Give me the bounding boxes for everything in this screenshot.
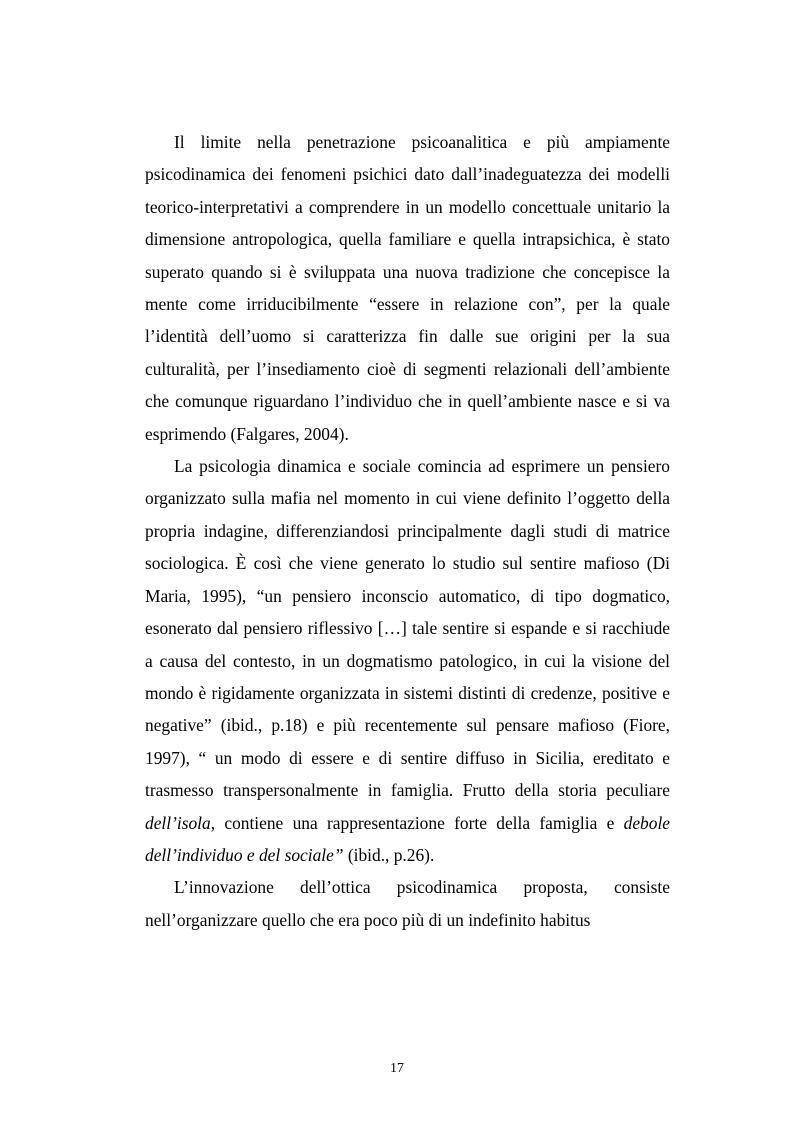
paragraph-2-text-a: La psicologia dinamica e sociale comincia ad esprimere un pensiero organizzato sulla mafia nel momento in cui viene definito l’oggetto della propria indagine, differenziandosi principalmente dagli studi di matrice sociologica. È così che viene generato lo studio sul sentire mafioso (Di Maria, 1995), “un pensiero inconscio automatico, di tipo dogmatico, esonerato dal pensiero riflessivo […] tale sentire si espande e si racchiude a causa del contesto, in un dogmatismo patologico, in cui la visione del mondo è rigidamente organizzata in sistemi distinti di credenze, positive e negative” (ibid., p.18) e più recentemente sul pensare mafioso (Fiore, 1997), “ un modo di essere e di sentire diffuso in Sicilia, ereditato e trasmesso transpersonalmente in famiglia. Frutto della storia peculiare	[145, 456, 670, 801]
paragraph-2-text-c: (ibid., p.26).	[343, 844, 435, 865]
paragraph-1-text: Il limite nella penetrazione psicoanalitica e più ampiamente psicodinamica dei fenomeni psichici dato dall’inadeguatezza dei modelli teorico-interpretativi a comprendere in un modello concettuale unitario la dimensione antropologica, quella familiare e quella intrapsichica, è stato superato quando si è sviluppata una nuova tradizione che concepisce la mente come irriducibilmente “essere in relazione con”, per la quale l’identità dell’uomo si caratterizza fin dalle sue origini per la sua culturalità, per l’insediamento cioè di segmenti relazionali dell’ambiente che comunque riguardano l’individuo che in quell’ambiente nasce e si va esprimendo (Falgares, 2004).	[145, 132, 670, 444]
paragraph-2-italic-b: debole dell’individuo e del sociale”	[145, 812, 670, 865]
paragraph-1	[145, 126, 670, 450]
paragraph-3-text: L’innovazione dell’ottica psicodinamica proposta, consiste nell’organizzare quello che era poco più di un indefinito habitus	[145, 877, 670, 930]
paragraph-2	[145, 450, 670, 871]
paragraph-2-text-b: contiene una rappresentazione forte della famiglia e	[215, 812, 624, 833]
paragraph-2-italic-a: dell’isola,	[145, 812, 216, 833]
page-number: 17	[390, 1061, 404, 1076]
paragraph-3	[145, 871, 670, 936]
document-body	[145, 126, 670, 936]
